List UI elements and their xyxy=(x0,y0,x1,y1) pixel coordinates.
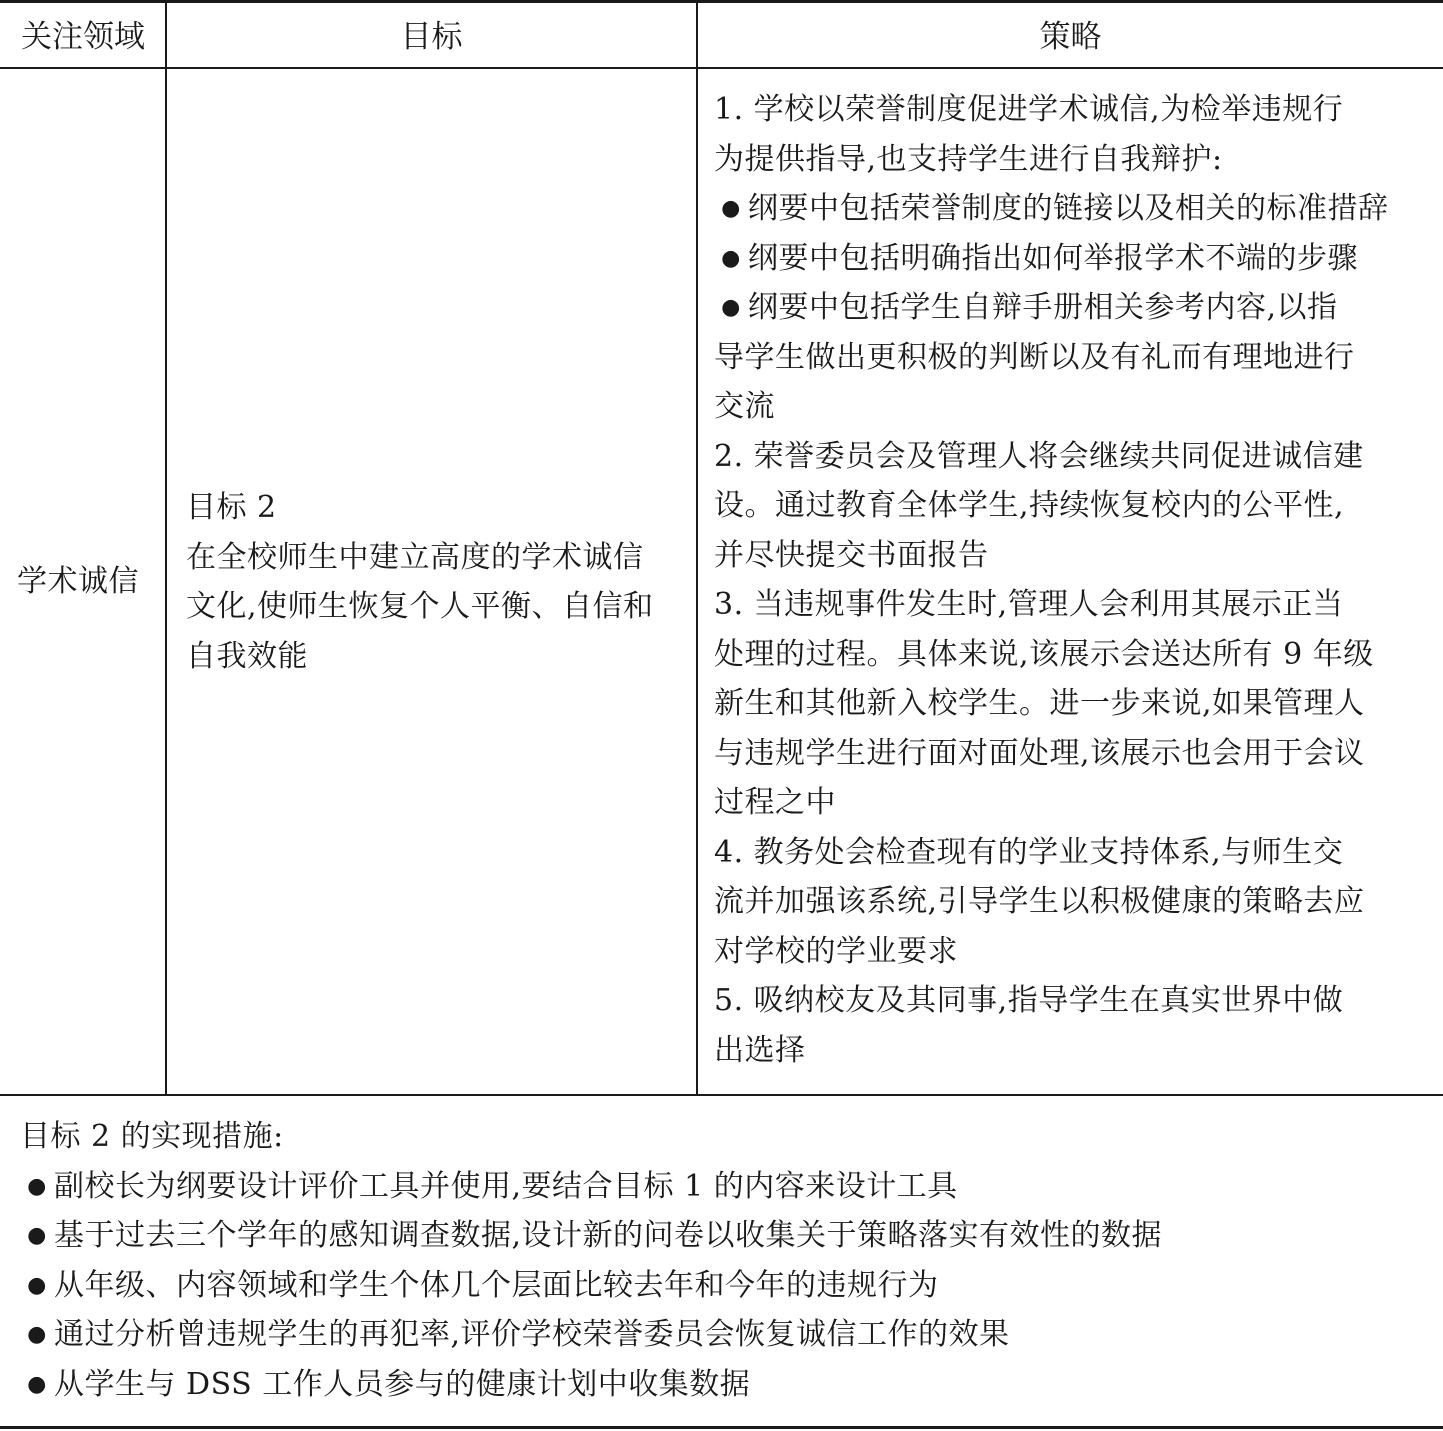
strategy-line: 流并加强该系统,引导学生以积极健康的策略去应 xyxy=(714,884,1365,919)
goal-line: 在全校师生中建立高度的学术诚信 xyxy=(186,539,644,575)
strategy-line: 处理的过程。具体来说,该展示会送达所有 9 年级 xyxy=(714,636,1374,672)
strategy-bullet-item: ● 纲要中包括荣誉制度的链接以及相关的标准措辞 xyxy=(714,184,1389,234)
strategy-line: 新生和其他新入校学生。进一步来说,如果管理人 xyxy=(714,686,1365,721)
strategy-line: 设。通过教育全体学生,持续恢复校内的公平性, xyxy=(714,488,1345,523)
strategy-line: 3. 当违规事件发生时,管理人会利用其展示正当 xyxy=(714,587,1344,622)
body-bottom-rule xyxy=(0,1094,1443,1096)
strategy-line: 过程之中 xyxy=(714,785,836,820)
measures-section xyxy=(20,1112,1162,1409)
goal-cell xyxy=(186,483,654,681)
goal-line: 目标 2 xyxy=(186,490,277,525)
strategy-bullet-item: ● 纲要中包括学生自辩手册相关参考内容,以指 xyxy=(714,283,1389,333)
goal-line: 文化,使师生恢复个人平衡、自信和 xyxy=(186,589,654,624)
strategy-line: 对学校的学业要求 xyxy=(714,933,958,969)
focus-area-cell: 学术诚信 xyxy=(17,564,139,599)
strategy-line: 4. 教务处会检查现有的学业支持体系,与师生交 xyxy=(714,834,1344,870)
header-goal: 目标 xyxy=(400,19,463,55)
strategy-line: 并尽快提交书面报告 xyxy=(714,537,989,573)
measures-item: ● 基于过去三个学年的感知调查数据,设计新的问卷以收集关于策略落实有效性的数据 xyxy=(20,1211,1162,1261)
measures-item: ● 副校长为纲要设计评价工具并使用,要结合目标 1 的内容来设计工具 xyxy=(20,1162,1162,1212)
header-focus-area: 关注领域 xyxy=(21,19,145,55)
strategy-cell xyxy=(714,85,1389,1075)
strategy-line: 导学生做出更积极的判断以及有礼而有理地进行 xyxy=(714,339,1355,375)
strategy-line: 为提供指导,也支持学生进行自我辩护: xyxy=(714,141,1223,177)
strategy-line: 与违规学生进行面对面处理,该展示也会用于会议 xyxy=(714,735,1365,771)
strategy-line: 交流 xyxy=(714,389,775,424)
strategy-line: 2. 荣誉委员会及管理人将会继续共同促进诚信建 xyxy=(714,438,1364,474)
header-strategy: 策略 xyxy=(1039,19,1102,55)
measures-item: ● 通过分析曾违规学生的再犯率,评价学校荣誉委员会恢复诚信工作的效果 xyxy=(20,1310,1162,1360)
strategy-line: 出选择 xyxy=(714,1032,806,1068)
measures-item: ● 从学生与 DSS 工作人员参与的健康计划中收集数据 xyxy=(20,1360,1162,1410)
column-divider-1 xyxy=(165,2,167,1095)
measures-title: 目标 2 的实现措施: xyxy=(20,1119,284,1154)
measures-item: ● 从年级、内容领域和学生个体几个层面比较去年和今年的违规行为 xyxy=(20,1261,1162,1311)
strategy-bullet-item: ● 纲要中包括明确指出如何举报学术不端的步骤 xyxy=(714,234,1389,284)
column-divider-2 xyxy=(696,2,698,1095)
goal-line: 自我效能 xyxy=(186,638,308,674)
strategy-line: 5. 吸纳校友及其同事,指导学生在真实世界中做 xyxy=(714,983,1344,1018)
table-bottom-rule xyxy=(0,1426,1443,1429)
strategy-line: 1. 学校以荣誉制度促进学术诚信,为检举违规行 xyxy=(714,92,1344,127)
